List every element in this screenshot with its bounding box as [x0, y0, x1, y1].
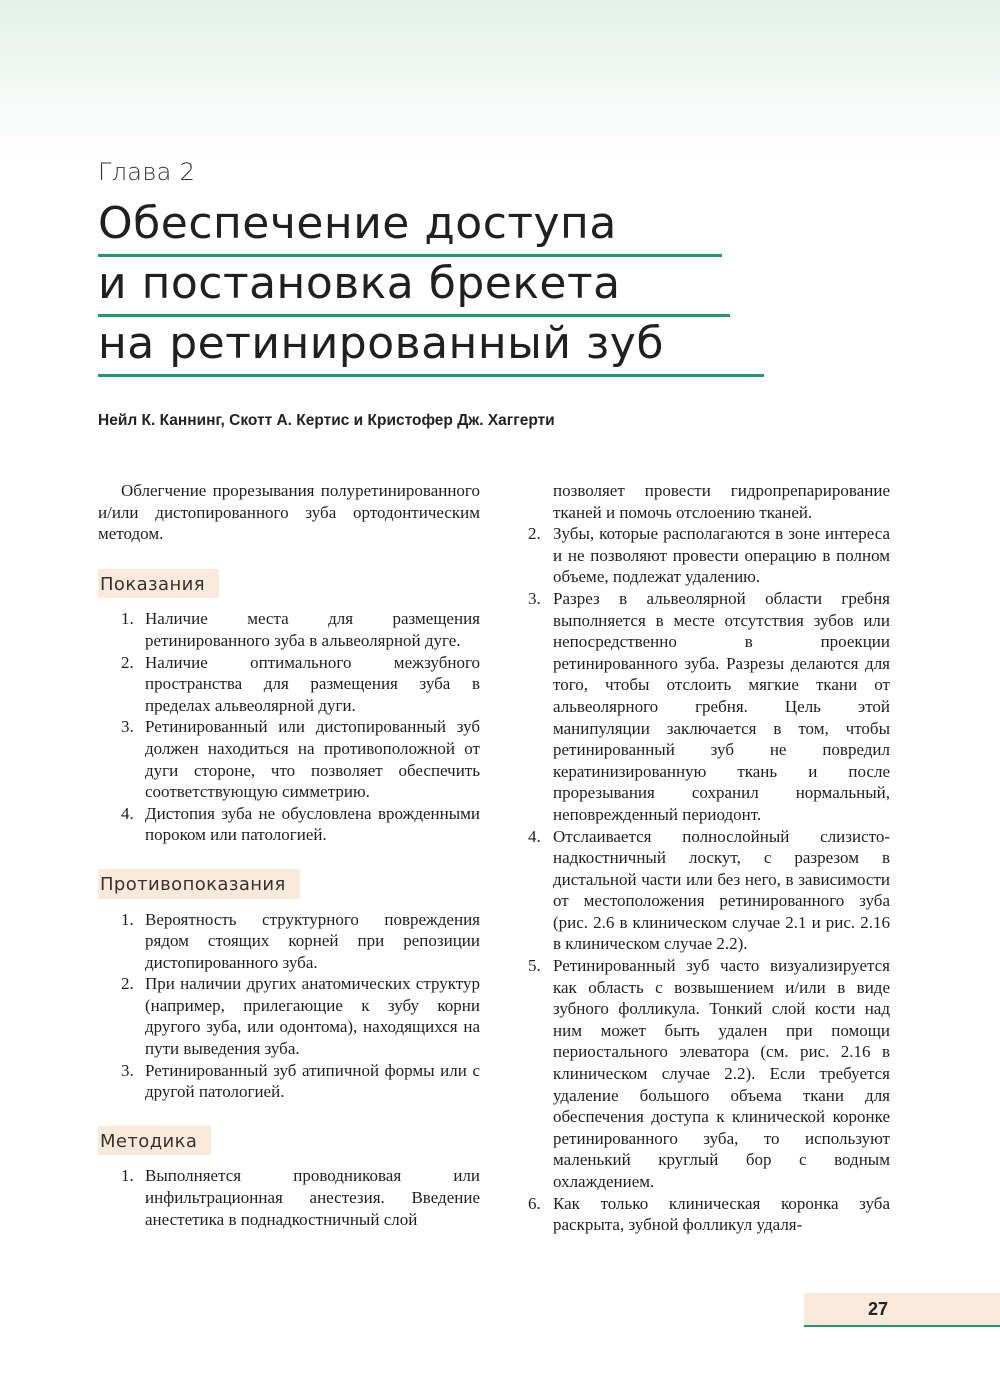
list-item: 5. Ретинированный зуб часто визуализируется как область с возвышением и/или в виде зубного фолликула. Тонкий слой кости над ним может быть удален при помощи периостального элеватора (см. рис. 2.16 в клиническом случае 2.2). Если требуется удаление большого объема ткани для обеспечения доступа к клинической коронке ретинированного зуба, то используют маленький круглый бор с водным охлаждением.	[528, 956, 890, 1191]
intro-paragraph: Облегчение прорезывания полуретинированного и/или дистопированного зуба ортодонтическим методом.	[98, 481, 480, 544]
page-number-box	[804, 1293, 1000, 1327]
list-item: 3. Ретинированный или дистопированный зуб должен находиться на противоположной от дуги стороне, что позволяет обеспечить соответствующую симметрию.	[121, 717, 480, 802]
page-number: 27	[867, 1299, 888, 1319]
chapter-title-line-3: на ретинированный зуб	[98, 316, 764, 377]
technique-list-continued	[528, 523, 890, 1236]
list-item: 1. Выполняется проводниковая или инфильтрационная анестезия. Введение анестетика в поднадкостничный слой	[121, 1166, 480, 1229]
right-column	[528, 480, 890, 1236]
list-item: 1. Наличие места для размещения ретинированного зуба в альвеолярной дуге.	[121, 609, 480, 650]
section-heading-indications: Показания	[98, 569, 219, 599]
list-item: 2. Наличие оптимального межзубного пространства для размещения зуба в пределах альвеолярной дуги.	[121, 652, 480, 715]
list-item: 4. Отслаивается полнослойный слизисто-надкостничный лоскут, с разрезом в дистальной части или без него, в зависимости от местоположения ретинированного зуба (рис. 2.6 в клиническом случае 2.1 и рис. 2.16 в клиническом случае 2.2).	[528, 826, 890, 954]
chapter-title-line-1: Обеспечение доступа	[98, 196, 722, 257]
technique-list	[98, 1165, 480, 1230]
chapter-title-line-2: и постановка брекета	[98, 256, 730, 317]
contraindications-list	[98, 909, 480, 1103]
section-heading-contraindications: Противопоказания	[98, 869, 300, 899]
list-item: 1. Вероятность структурного повреждения рядом стоящих корней при репозиции дистопированного зуба.	[121, 909, 480, 972]
section-contraindications	[98, 869, 480, 1103]
header-background	[0, 0, 1000, 160]
technique-item-1-continuation: позволяет провести гидропрепарирование тканей и помочь отслоению тканей.	[553, 481, 890, 522]
list-item: 6. Как только клиническая коронка зуба раскрыта, зубной фолликул удаля-	[528, 1193, 890, 1235]
list-item: 3. Ретинированный зуб атипичной формы или с другой патологией.	[121, 1060, 480, 1102]
left-column	[98, 480, 480, 1253]
section-indications	[98, 569, 480, 846]
chapter-label: Глава 2	[98, 158, 196, 186]
list-item: 3. Разрез в альвеолярной области гребня выполняется в месте отсутствия зубов или непосредственно в проекции ретинированного зуба. Разрезы делаются для того, чтобы отслоить мягкие ткани от альвеолярного гребня. Цель этой манипуляции заключается в том, чтобы ретинированный зуб не повредил кератинизированную ткань и после прорезывания сохранил нормальный, неповрежденный периодонт.	[528, 588, 890, 824]
list-item: 2. Зубы, которые располагаются в зоне интереса и не позволяют провести операцию в полном объеме, подлежат удалению.	[528, 524, 890, 587]
list-item: 4. Дистопия зуба не обусловлена врожденными пороком или патологией.	[121, 803, 480, 845]
indications-list	[98, 608, 480, 846]
list-item: 2. При наличии других анатомических структур (например, прилегающие к зубу корни другого зуба, или одонтома), находящихся на пути выведения зуба.	[121, 974, 480, 1059]
section-technique	[98, 1126, 480, 1230]
authors: Нейл К. Каннинг, Скотт А. Кертис и Кристофер Дж. Хаггерти	[98, 412, 555, 429]
section-heading-technique: Методика	[98, 1126, 211, 1156]
